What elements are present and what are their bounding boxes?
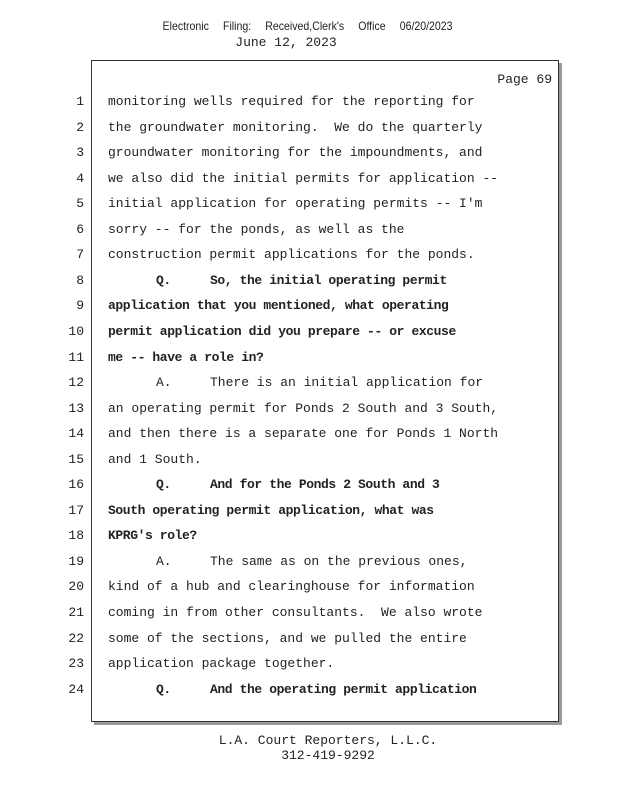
filing-stamp-part: Received,Clerk's — [265, 19, 345, 33]
line-number: 7 — [76, 247, 84, 263]
line-content: and 1 South. — [108, 451, 202, 467]
line-number: 20 — [68, 579, 84, 595]
transcript-line — [0, 94, 618, 119]
line-content: So, the initial operating permit — [210, 272, 447, 288]
filing-stamp-part: Office — [358, 19, 386, 33]
line-content: some of the sections, and we pulled the entire — [108, 630, 467, 646]
transcript-line — [0, 477, 618, 502]
deposition-date: June 12, 2023 — [235, 35, 337, 50]
line-text — [108, 605, 482, 620]
line-content: South operating permit application, what was — [108, 502, 434, 518]
reporter-company: L.A. Court Reporters, L.L.C. — [218, 733, 438, 748]
line-text — [108, 171, 498, 186]
line-number: 9 — [76, 298, 84, 314]
transcript-line — [0, 554, 618, 579]
line-number: 21 — [68, 605, 84, 620]
line-content: construction permit applications for the ponds. — [108, 247, 475, 263]
line-text — [108, 631, 467, 646]
line-text — [108, 298, 448, 313]
line-content: an operating permit for Ponds 2 South and 3 South, — [108, 400, 499, 416]
transcript-line — [0, 222, 618, 247]
line-content: we also did the initial permits for application -- — [108, 170, 499, 186]
transcript-line — [0, 120, 618, 145]
transcript-line — [0, 656, 618, 681]
transcript-line — [0, 682, 618, 707]
transcript-line — [0, 196, 618, 221]
line-text — [108, 196, 482, 211]
transcript-line — [0, 375, 618, 400]
line-text — [156, 375, 483, 390]
line-content: application that you mentioned, what operating — [108, 298, 449, 314]
line-text — [108, 247, 475, 262]
transcript-line — [0, 452, 618, 477]
line-number: 17 — [68, 502, 84, 518]
qa-marker: Q. — [156, 681, 171, 697]
line-text — [108, 401, 498, 416]
line-text — [108, 324, 456, 339]
line-content: groundwater monitoring for the impoundments, and — [108, 145, 483, 161]
transcript-line — [0, 145, 618, 170]
transcript-line — [0, 631, 618, 656]
line-content: application package together. — [108, 656, 335, 672]
line-text — [108, 503, 434, 518]
transcript-line — [0, 528, 618, 553]
transcript-line — [0, 426, 618, 451]
line-text — [108, 656, 334, 671]
line-number: 22 — [68, 630, 84, 646]
transcript-line — [0, 298, 618, 323]
transcript-line — [0, 401, 618, 426]
filing-stamp-part: Filing: — [222, 19, 252, 33]
line-text — [156, 682, 476, 697]
line-number: 19 — [68, 553, 84, 569]
line-number: 6 — [76, 221, 84, 237]
filing-stamp-part: Electronic — [162, 19, 209, 33]
line-number: 14 — [68, 426, 84, 442]
qa-marker: Q. — [156, 272, 171, 288]
line-text — [108, 222, 404, 237]
line-content: me -- have a role in? — [108, 349, 264, 365]
transcript-line — [0, 171, 618, 196]
line-content: And the operating permit application — [210, 681, 477, 697]
filing-stamp — [36, 19, 580, 33]
line-number: 24 — [68, 681, 84, 697]
transcript-line — [0, 350, 618, 375]
line-text — [108, 120, 482, 135]
line-text — [108, 528, 197, 543]
transcript-line — [0, 324, 618, 349]
line-text — [156, 477, 439, 492]
page-number: Page 69 — [497, 72, 552, 87]
line-text — [108, 426, 498, 441]
line-text — [156, 554, 467, 569]
qa-marker: A. — [156, 553, 172, 569]
qa-marker: A. — [156, 375, 172, 391]
line-text — [108, 579, 475, 594]
transcript-line — [0, 503, 618, 528]
line-text — [108, 350, 263, 365]
line-content: and then there is a separate one for Ponds 1 North — [108, 426, 499, 442]
line-number: 16 — [68, 477, 84, 493]
line-number: 23 — [68, 656, 84, 672]
line-number: 4 — [76, 170, 84, 186]
line-content: permit application did you prepare -- or excuse — [108, 323, 456, 339]
reporter-phone: 312-419-9292 — [281, 748, 375, 763]
line-content: monitoring wells required for the reporting for — [108, 94, 475, 109]
line-number: 2 — [76, 119, 84, 135]
transcript-line — [0, 605, 618, 630]
line-text — [108, 145, 482, 160]
line-number: 3 — [76, 145, 84, 161]
line-number: 8 — [76, 272, 84, 288]
line-content: the groundwater monitoring. We do the quarterly — [108, 119, 483, 135]
line-number: 11 — [68, 349, 84, 365]
transcript-line — [0, 247, 618, 272]
line-text — [156, 273, 447, 288]
transcript-line — [0, 273, 618, 298]
line-number: 15 — [68, 451, 84, 467]
line-number: 10 — [68, 323, 84, 339]
line-number: 12 — [68, 375, 84, 391]
line-content: coming in from other consultants. We also wrote — [108, 605, 483, 620]
line-content: There is an initial application for — [210, 375, 484, 391]
filing-stamp-part: 06/20/2023 — [399, 19, 453, 33]
line-content: The same as on the previous ones, — [210, 553, 468, 569]
line-content: sorry -- for the ponds, as well as the — [108, 221, 405, 237]
footer — [19, 733, 618, 763]
line-number: 13 — [68, 400, 84, 416]
line-text — [108, 452, 202, 467]
line-content: kind of a hub and clearinghouse for information — [108, 579, 475, 595]
line-text — [108, 94, 475, 109]
transcript-line — [0, 579, 618, 604]
line-number: 1 — [76, 94, 84, 109]
line-content: And for the Ponds 2 South and 3 — [210, 477, 440, 493]
line-number: 5 — [76, 196, 84, 212]
line-content: initial application for operating permits -- I'm — [108, 196, 483, 212]
qa-marker: Q. — [156, 477, 171, 493]
line-content: KPRG's role? — [108, 528, 197, 544]
line-number: 18 — [68, 528, 84, 544]
